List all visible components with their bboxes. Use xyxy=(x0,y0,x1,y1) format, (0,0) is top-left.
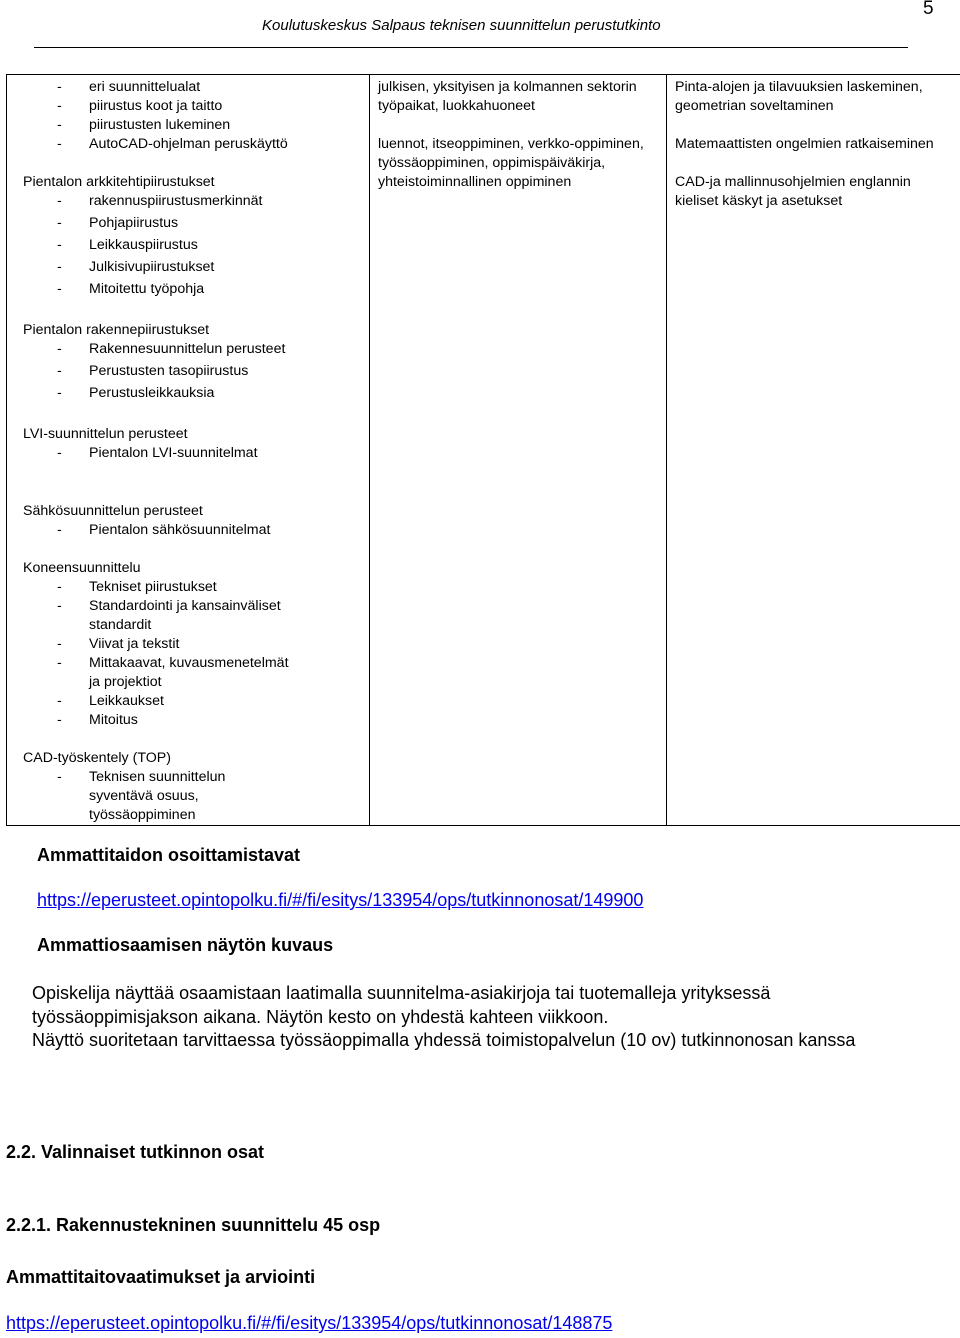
topic-group-sahko xyxy=(23,502,369,540)
ammattitaito-link[interactable]: https://eperusteet.opintopolku.fi/#/fi/esitys/133954/ops/tutkinnonosat/149900 xyxy=(37,890,644,910)
list-item: - Leikkaukset xyxy=(23,692,293,711)
list-item: - piirustus koot ja taitto xyxy=(23,97,369,116)
table-cell-topics xyxy=(7,75,370,826)
table-row xyxy=(7,75,960,826)
list-item: - Pientalon LVI-suunnitelmat xyxy=(23,444,369,463)
environment-text: julkisen, yksityisen ja kolmannen sektorin työpaikat, luokkahuoneet xyxy=(378,79,637,114)
list-item: - Leikkauspiirustus xyxy=(23,236,369,255)
list-item: - Mittakaavat, kuvausmenetelmät ja projektiot xyxy=(23,654,293,692)
content-table xyxy=(6,74,960,826)
list-item: - Rakennesuunnittelun perusteet xyxy=(23,340,369,359)
paragraph: Opiskelija näyttää osaamistaan laatimalla suunnitelma-asiakirjoja tai tuotemalleja yrityksessä työssäoppimisjakson aikana. Näytön kesto on yhdestä kahteen viikkoon. xyxy=(32,983,771,1027)
list-item: - AutoCAD-ohjelman peruskäyttö xyxy=(23,135,369,154)
arviointi-link[interactable]: https://eperusteet.opintopolku.fi/#/fi/esitys/133954/ops/tutkinnonosat/148875 xyxy=(6,1313,613,1333)
section-heading-rakennus: 2.2.1. Rakennustekninen suunnittelu 45 osp xyxy=(6,1215,381,1235)
section-heading-arviointi: Ammattitaitovaatimukset ja arviointi xyxy=(6,1267,316,1287)
core-skill-text: Pinta-alojen ja tilavuuksien laskeminen, geometrian soveltaminen xyxy=(675,79,923,114)
list-item: - Mitoitus xyxy=(23,711,293,730)
intro-list xyxy=(23,78,369,154)
table-cell-environment xyxy=(370,75,667,826)
topic-group-kone xyxy=(23,559,369,730)
header-rule xyxy=(34,47,908,48)
section-heading-ammattitaito: Ammattitaidon osoittamistavat xyxy=(37,845,301,865)
list-item: - Standardointi ja kansainväliset standardit xyxy=(23,597,293,635)
group-title: Sähkösuunnittelun perusteet xyxy=(23,503,203,519)
group-title: LVI-suunnittelun perusteet xyxy=(23,426,188,442)
list-item: - Julkisivupiirustukset xyxy=(23,258,369,277)
core-skill-text: Matemaattisten ongelmien ratkaiseminen xyxy=(675,136,934,152)
list-item: - Viivat ja tekstit xyxy=(23,635,293,654)
header-title: Koulutuskeskus Salpaus teknisen suunnittelun perustutkinto xyxy=(262,17,661,34)
list-item: - Mitoitettu työpohja xyxy=(23,280,369,299)
group-title: CAD-työskentely (TOP) xyxy=(23,750,171,766)
list-item: - rakennuspiirustusmerkinnät xyxy=(23,192,369,211)
section-heading-valinnaiset: 2.2. Valinnaiset tutkinnon osat xyxy=(6,1142,265,1162)
list-item: - Perustusleikkauksia xyxy=(23,384,369,403)
list-item: - Pohjapiirustus xyxy=(23,214,369,233)
core-skill-text: CAD-ja mallinnusohjelmien englannin kieliset käskyt ja asetukset xyxy=(675,174,911,209)
topic-group-cad xyxy=(23,749,369,825)
section-heading-naytto: Ammattiosaamisen näytön kuvaus xyxy=(37,935,334,955)
list-item: - eri suunnittelualat xyxy=(23,78,369,97)
topic-group-lvi xyxy=(23,425,369,463)
group-title: Pientalon arkkitehtipiirustukset xyxy=(23,174,215,190)
list-item: - Perustusten tasopiirustus xyxy=(23,362,369,381)
topic-group-rakenne xyxy=(23,321,369,403)
naytto-description xyxy=(32,982,912,1053)
group-title: Pientalon rakennepiirustukset xyxy=(23,322,210,338)
list-item: - piirustusten lukeminen xyxy=(23,116,369,135)
list-item: - Teknisen suunnittelun syventävä osuus, työssäoppiminen xyxy=(23,768,293,825)
group-title: Koneensuunnittelu xyxy=(23,560,141,576)
page-number: 5 xyxy=(923,0,934,19)
list-item: - Tekniset piirustukset xyxy=(23,578,293,597)
list-item: - Pientalon sähkösuunnitelmat xyxy=(23,521,369,540)
paragraph: Näyttö suoritetaan tarvittaessa työssäoppimalla yhdessä toimistopalvelun (10 ov) tutkinnonosan kanssa xyxy=(32,1030,856,1050)
topic-group-arkkitehti xyxy=(23,173,369,299)
methods-text: luennot, itseoppiminen, verkko-oppiminen, työssäoppiminen, oppimispäiväkirja, yhteistoiminnallinen oppiminen xyxy=(378,136,644,190)
table-cell-core-skills xyxy=(667,75,960,826)
